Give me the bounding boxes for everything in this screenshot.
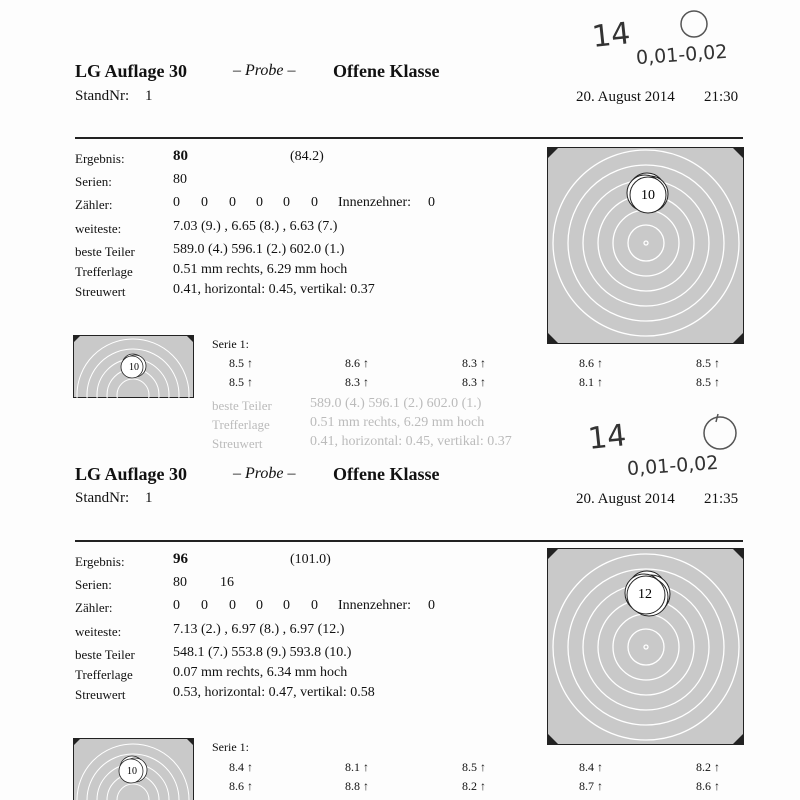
- report2-shot-1-3: 8.5 ↑: [462, 760, 486, 774]
- report2-zaehler-2: 0: [229, 598, 236, 613]
- report1-thumb-target: [73, 335, 194, 398]
- report2-innenzehner-label: Innenzehner:: [338, 598, 412, 613]
- report2-standnr: 1: [145, 490, 153, 506]
- report1-serien-label: Serien:: [75, 174, 112, 189]
- report1-date: 20. August 2014: [576, 89, 675, 105]
- report1-standnr-label: StandNr:: [75, 88, 130, 104]
- report1-serie-label: Serie 1:: [212, 337, 249, 351]
- report2-shot-1-1: 8.4 ↑: [229, 760, 253, 774]
- report1-shot-2-2: 8.3 ↑: [345, 375, 369, 389]
- handwritten-range-2: 0,01-0,02: [626, 451, 720, 481]
- report2-time: 21:35: [704, 491, 739, 507]
- report2-shot-1-2: 8.1 ↑: [345, 760, 369, 774]
- ghost-trefferlage-label: Trefferlage: [212, 417, 270, 432]
- report1-serien-0: 80: [173, 172, 187, 187]
- report1-zaehler-3: 0: [256, 195, 263, 210]
- report2-probe: – Probe –: [233, 465, 296, 482]
- report2-streuwert: 0.53, horizontal: 0.47, vertikal: 0.58: [173, 685, 375, 700]
- handwritten-circle-2: [698, 408, 744, 454]
- handwritten-range-1: 0,01-0,02: [635, 40, 729, 70]
- report2-shot-2-1: 8.6 ↑: [229, 779, 253, 793]
- report2-shot-2-5: 8.6 ↑: [696, 779, 720, 793]
- report1-shot-1-3: 8.3 ↑: [462, 356, 486, 370]
- report1-innenzehner-label: Innenzehner:: [338, 195, 412, 210]
- report2-shot-2-2: 8.8 ↑: [345, 779, 369, 793]
- report2-target-label: 12: [638, 587, 652, 602]
- report1-beste-teiler-label: beste Teiler: [75, 244, 135, 259]
- report1-target: [547, 147, 744, 344]
- report1-shot-2-5: 8.5 ↑: [696, 375, 720, 389]
- report2-trefferlage-label: Trefferlage: [75, 667, 133, 682]
- report2-streuwert-label: Streuwert: [75, 687, 126, 702]
- report1-shot-1-1: 8.5 ↑: [229, 356, 253, 370]
- report1-time: 21:30: [704, 89, 739, 105]
- report2-trefferlage: 0.07 mm rechts, 6.34 mm hoch: [173, 665, 348, 680]
- report2-zaehler-3: 0: [256, 598, 263, 613]
- report2-shot-2-3: 8.2 ↑: [462, 779, 486, 793]
- ghost-beste-teiler: 589.0 (4.) 596.1 (2.) 602.0 (1.): [310, 396, 482, 411]
- report2-title: LG Auflage 30: [75, 464, 188, 484]
- report1-streuwert: 0.41, horizontal: 0.45, vertikal: 0.37: [173, 282, 375, 297]
- report2-beste-teiler-label: beste Teiler: [75, 647, 135, 662]
- report2-zaehler-1: 0: [201, 598, 208, 613]
- handwritten-note-1: 14: [590, 16, 632, 55]
- report1-trefferlage-label: Trefferlage: [75, 264, 133, 279]
- report1-probe: – Probe –: [233, 62, 296, 79]
- ghost-trefferlage: 0.51 mm rechts, 6.29 mm hoch: [310, 415, 485, 430]
- report1-zaehler-5: 0: [311, 195, 318, 210]
- report1-zaehler-label: Zähler:: [75, 197, 113, 212]
- report1-target-label: 10: [641, 188, 655, 203]
- report2-beste-teiler: 548.1 (7.) 553.8 (9.) 593.8 (10.): [173, 645, 352, 660]
- report2-weiteste: 7.13 (2.) , 6.97 (8.) , 6.97 (12.): [173, 622, 345, 637]
- report1-thumb-label: 10: [129, 362, 139, 373]
- ghost-streuwert: 0.41, horizontal: 0.45, vertikal: 0.37: [310, 434, 512, 449]
- report2-thumb-target: [73, 738, 194, 800]
- report1-shot-1-4: 8.6 ↑: [579, 356, 603, 370]
- report2-serien-1: 16: [220, 575, 234, 590]
- report2-shot-1-5: 8.2 ↑: [696, 760, 720, 774]
- report2-date: 20. August 2014: [576, 491, 675, 507]
- report1-shot-2-1: 8.5 ↑: [229, 375, 253, 389]
- report2-standnr-label: StandNr:: [75, 490, 130, 506]
- report2-zaehler-0: 0: [173, 598, 180, 613]
- report1-zaehler-2: 0: [229, 195, 236, 210]
- report2-serien-label: Serien:: [75, 577, 112, 592]
- report1-standnr: 1: [145, 88, 153, 104]
- report1-klasse: Offene Klasse: [333, 61, 440, 81]
- report1-title: LG Auflage 30: [75, 61, 188, 81]
- report2-serie-label: Serie 1:: [212, 740, 249, 754]
- report2-innenzehner: 0: [428, 598, 435, 613]
- report2-ergebnis-decimal: (101.0): [290, 552, 331, 567]
- report1-streuwert-label: Streuwert: [75, 284, 126, 299]
- report2-target: [547, 548, 744, 745]
- report2-ergebnis-label: Ergebnis:: [75, 554, 125, 569]
- report2-thumb-label: 10: [127, 766, 137, 777]
- report2-ergebnis: 96: [173, 551, 188, 567]
- report2-shot-2-4: 8.7 ↑: [579, 779, 603, 793]
- report1-zaehler-4: 0: [283, 195, 290, 210]
- report2-rule: [75, 540, 743, 542]
- report2-zaehler-4: 0: [283, 598, 290, 613]
- report1-shot-2-3: 8.3 ↑: [462, 375, 486, 389]
- ghost-streuwert-label: Streuwert: [212, 436, 263, 451]
- report1-ergebnis: 80: [173, 148, 188, 164]
- ghost-beste-teiler-label: beste Teiler: [212, 398, 272, 413]
- handwritten-note-2: 14: [586, 418, 628, 457]
- handwritten-circle-1: [676, 4, 716, 44]
- report1-rule: [75, 137, 743, 139]
- report1-shot-1-2: 8.6 ↑: [345, 356, 369, 370]
- report1-zaehler-1: 0: [201, 195, 208, 210]
- report1-beste-teiler: 589.0 (4.) 596.1 (2.) 602.0 (1.): [173, 242, 345, 257]
- report2-weiteste-label: weiteste:: [75, 624, 122, 639]
- report1-trefferlage: 0.51 mm rechts, 6.29 mm hoch: [173, 262, 348, 277]
- report2-shot-1-4: 8.4 ↑: [579, 760, 603, 774]
- report1-weiteste: 7.03 (9.) , 6.65 (8.) , 6.63 (7.): [173, 219, 338, 234]
- report1-shot-1-5: 8.5 ↑: [696, 356, 720, 370]
- report1-zaehler-0: 0: [173, 195, 180, 210]
- report2-zaehler-label: Zähler:: [75, 600, 113, 615]
- report1-ergebnis-label: Ergebnis:: [75, 151, 125, 166]
- report1-innenzehner: 0: [428, 195, 435, 210]
- report2-zaehler-5: 0: [311, 598, 318, 613]
- report1-ergebnis-decimal: (84.2): [290, 149, 324, 164]
- report1-weiteste-label: weiteste:: [75, 221, 122, 236]
- report2-serien-0: 80: [173, 575, 187, 590]
- report2-klasse: Offene Klasse: [333, 464, 440, 484]
- report1-shot-2-4: 8.1 ↑: [579, 375, 603, 389]
